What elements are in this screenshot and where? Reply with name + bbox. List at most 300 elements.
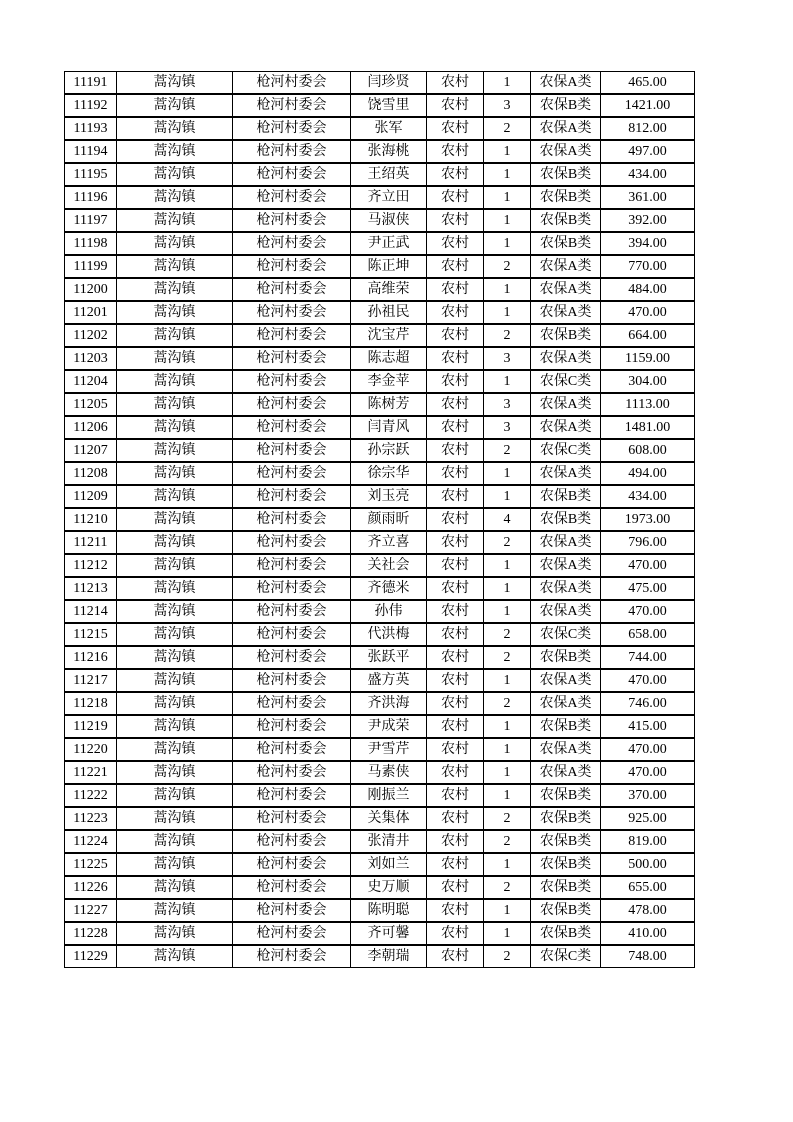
cell-id: 11196 (65, 187, 117, 208)
cell-village: 枪河村委会 (233, 946, 351, 967)
cell-category: 农保A类 (531, 463, 601, 484)
cell-count: 2 (484, 118, 531, 139)
cell-id: 11228 (65, 923, 117, 944)
cell-residence: 农村 (427, 463, 484, 484)
cell-id: 11212 (65, 555, 117, 576)
cell-category: 农保B类 (531, 509, 601, 530)
cell-residence: 农村 (427, 946, 484, 967)
cell-village: 枪河村委会 (233, 578, 351, 599)
cell-count: 2 (484, 946, 531, 967)
cell-residence: 农村 (427, 647, 484, 668)
cell-count: 1 (484, 371, 531, 392)
cell-amount: 361.00 (628, 189, 667, 205)
cell-town: 蒿沟镇 (117, 785, 233, 806)
table-row (64, 554, 695, 577)
cell-amount: 415.00 (628, 718, 667, 734)
cell-amount: 1113.00 (625, 396, 670, 412)
cell-town: 蒿沟镇 (117, 348, 233, 369)
table-row (64, 692, 695, 715)
table-row (64, 508, 695, 531)
cell-residence: 农村 (427, 808, 484, 829)
table-row (64, 439, 695, 462)
cell-id: 11199 (65, 256, 117, 277)
cell-id: 11219 (65, 716, 117, 737)
cell-residence: 农村 (427, 762, 484, 783)
insurance-roster-table (64, 71, 695, 968)
cell-town: 蒿沟镇 (117, 923, 233, 944)
cell-village: 枪河村委会 (233, 95, 351, 116)
cell-town: 蒿沟镇 (117, 118, 233, 139)
cell-count: 1 (484, 670, 531, 691)
cell-amount: 1973.00 (624, 511, 671, 527)
cell-amount: 465.00 (628, 74, 667, 90)
cell-village: 枪河村委会 (233, 210, 351, 231)
cell-residence: 农村 (427, 923, 484, 944)
cell-town: 蒿沟镇 (117, 946, 233, 967)
cell-amount: 470.00 (628, 741, 667, 757)
cell-village: 枪河村委会 (233, 739, 351, 760)
table-row (64, 186, 695, 209)
cell-amount: 925.00 (628, 810, 667, 826)
cell-id: 11195 (65, 164, 117, 185)
cell-count: 2 (484, 256, 531, 277)
cell-category: 农保A类 (531, 532, 601, 553)
cell-id: 11213 (65, 578, 117, 599)
cell-count: 3 (484, 394, 531, 415)
cell-town: 蒿沟镇 (117, 716, 233, 737)
cell-count: 1 (484, 601, 531, 622)
cell-id: 11192 (65, 95, 117, 116)
cell-residence: 农村 (427, 417, 484, 438)
table-row (64, 876, 695, 899)
cell-count: 1 (484, 210, 531, 231)
cell-residence: 农村 (427, 532, 484, 553)
cell-name: 关社会 (351, 555, 427, 576)
cell-category: 农保B类 (531, 325, 601, 346)
cell-category: 农保A类 (531, 762, 601, 783)
cell-count: 3 (484, 348, 531, 369)
cell-village: 枪河村委会 (233, 693, 351, 714)
table-row (64, 117, 695, 140)
cell-category: 农保C类 (531, 371, 601, 392)
cell-category: 农保B类 (531, 486, 601, 507)
cell-village: 枪河村委会 (233, 624, 351, 645)
cell-town: 蒿沟镇 (117, 647, 233, 668)
cell-name: 张清井 (351, 831, 427, 852)
cell-town: 蒿沟镇 (117, 72, 233, 93)
cell-name: 尹正武 (351, 233, 427, 254)
cell-residence: 农村 (427, 854, 484, 875)
table-row (64, 761, 695, 784)
cell-category: 农保B类 (531, 716, 601, 737)
cell-name: 马淑侠 (351, 210, 427, 231)
cell-village: 枪河村委会 (233, 486, 351, 507)
cell-name: 陈志超 (351, 348, 427, 369)
cell-amount: 812.00 (628, 120, 667, 136)
cell-amount: 434.00 (628, 166, 667, 182)
cell-village: 枪河村委会 (233, 348, 351, 369)
cell-amount: 434.00 (628, 488, 667, 504)
cell-name: 关集体 (351, 808, 427, 829)
table-row (64, 393, 695, 416)
cell-id: 11214 (65, 601, 117, 622)
cell-residence: 农村 (427, 72, 484, 93)
cell-name: 张军 (351, 118, 427, 139)
cell-count: 2 (484, 647, 531, 668)
cell-count: 2 (484, 325, 531, 346)
cell-name: 孙祖民 (351, 302, 427, 323)
cell-name: 齐洪海 (351, 693, 427, 714)
cell-town: 蒿沟镇 (117, 325, 233, 346)
cell-count: 2 (484, 624, 531, 645)
table-row (64, 163, 695, 186)
cell-village: 枪河村委会 (233, 601, 351, 622)
cell-category: 农保A类 (531, 739, 601, 760)
cell-count: 1 (484, 854, 531, 875)
cell-town: 蒿沟镇 (117, 440, 233, 461)
cell-residence: 农村 (427, 877, 484, 898)
table-row (64, 416, 695, 439)
cell-id: 11198 (65, 233, 117, 254)
table-row (64, 577, 695, 600)
cell-residence: 农村 (427, 141, 484, 162)
cell-name: 饶雪里 (351, 95, 427, 116)
cell-amount: 608.00 (628, 442, 667, 458)
cell-residence: 农村 (427, 486, 484, 507)
cell-town: 蒿沟镇 (117, 95, 233, 116)
cell-count: 1 (484, 486, 531, 507)
cell-town: 蒿沟镇 (117, 302, 233, 323)
cell-amount: 470.00 (628, 603, 667, 619)
cell-name: 闫珍贤 (351, 72, 427, 93)
cell-id: 11193 (65, 118, 117, 139)
cell-village: 枪河村委会 (233, 417, 351, 438)
cell-category: 农保A类 (531, 118, 601, 139)
cell-name: 沈宝芹 (351, 325, 427, 346)
cell-count: 1 (484, 785, 531, 806)
cell-residence: 农村 (427, 164, 484, 185)
cell-id: 11224 (65, 831, 117, 852)
table-row (64, 715, 695, 738)
cell-name: 孙伟 (351, 601, 427, 622)
cell-amount: 470.00 (628, 304, 667, 320)
cell-amount: 410.00 (628, 925, 667, 941)
table-row (64, 301, 695, 324)
cell-name: 马素侠 (351, 762, 427, 783)
cell-name: 刘如兰 (351, 854, 427, 875)
cell-village: 枪河村委会 (233, 371, 351, 392)
table-row (64, 807, 695, 830)
cell-category: 农保B类 (531, 808, 601, 829)
table-row (64, 347, 695, 370)
cell-town: 蒿沟镇 (117, 187, 233, 208)
cell-amount: 655.00 (628, 879, 667, 895)
cell-town: 蒿沟镇 (117, 463, 233, 484)
cell-amount: 796.00 (628, 534, 667, 550)
cell-name: 齐可馨 (351, 923, 427, 944)
table-row (64, 945, 695, 968)
cell-amount: 475.00 (628, 580, 667, 596)
cell-id: 11207 (65, 440, 117, 461)
cell-village: 枪河村委会 (233, 187, 351, 208)
cell-residence: 农村 (427, 739, 484, 760)
cell-village: 枪河村委会 (233, 463, 351, 484)
cell-count: 1 (484, 187, 531, 208)
cell-id: 11201 (65, 302, 117, 323)
cell-category: 农保C类 (531, 624, 601, 645)
cell-count: 2 (484, 808, 531, 829)
cell-town: 蒿沟镇 (117, 808, 233, 829)
cell-name: 齐立田 (351, 187, 427, 208)
cell-count: 1 (484, 463, 531, 484)
cell-town: 蒿沟镇 (117, 693, 233, 714)
cell-name: 刚振兰 (351, 785, 427, 806)
cell-id: 11209 (65, 486, 117, 507)
table-row (64, 623, 695, 646)
cell-town: 蒿沟镇 (117, 164, 233, 185)
cell-id: 11222 (65, 785, 117, 806)
cell-residence: 农村 (427, 371, 484, 392)
table-row (64, 140, 695, 163)
cell-village: 枪河村委会 (233, 394, 351, 415)
cell-town: 蒿沟镇 (117, 210, 233, 231)
cell-name: 尹成荣 (351, 716, 427, 737)
cell-id: 11203 (65, 348, 117, 369)
cell-count: 2 (484, 440, 531, 461)
cell-village: 枪河村委会 (233, 302, 351, 323)
cell-town: 蒿沟镇 (117, 900, 233, 921)
cell-name: 陈正坤 (351, 256, 427, 277)
cell-residence: 农村 (427, 440, 484, 461)
cell-amount: 819.00 (628, 833, 667, 849)
cell-town: 蒿沟镇 (117, 279, 233, 300)
cell-residence: 农村 (427, 693, 484, 714)
cell-town: 蒿沟镇 (117, 601, 233, 622)
cell-id: 11223 (65, 808, 117, 829)
cell-town: 蒿沟镇 (117, 578, 233, 599)
table-row (64, 255, 695, 278)
cell-residence: 农村 (427, 785, 484, 806)
cell-id: 11220 (65, 739, 117, 760)
cell-village: 枪河村委会 (233, 900, 351, 921)
cell-count: 3 (484, 95, 531, 116)
table-row (64, 462, 695, 485)
cell-amount: 500.00 (628, 856, 667, 872)
cell-amount: 770.00 (628, 258, 667, 274)
cell-residence: 农村 (427, 670, 484, 691)
cell-count: 2 (484, 532, 531, 553)
cell-residence: 农村 (427, 555, 484, 576)
cell-village: 枪河村委会 (233, 256, 351, 277)
cell-category: 农保A类 (531, 302, 601, 323)
table-row (64, 669, 695, 692)
cell-category: 农保B类 (531, 187, 601, 208)
cell-town: 蒿沟镇 (117, 555, 233, 576)
cell-id: 11229 (65, 946, 117, 967)
table-row (64, 278, 695, 301)
cell-id: 11221 (65, 762, 117, 783)
cell-id: 11226 (65, 877, 117, 898)
cell-id: 11217 (65, 670, 117, 691)
cell-name: 李金苹 (351, 371, 427, 392)
cell-name: 孙宗跃 (351, 440, 427, 461)
cell-count: 1 (484, 141, 531, 162)
cell-town: 蒿沟镇 (117, 417, 233, 438)
cell-residence: 农村 (427, 348, 484, 369)
cell-amount: 392.00 (628, 212, 667, 228)
cell-name: 张跃平 (351, 647, 427, 668)
cell-count: 1 (484, 739, 531, 760)
table-row (64, 646, 695, 669)
table-row (64, 899, 695, 922)
cell-id: 11191 (65, 72, 117, 93)
cell-name: 尹雪芹 (351, 739, 427, 760)
cell-category: 农保A类 (531, 601, 601, 622)
table-row (64, 531, 695, 554)
cell-id: 11210 (65, 509, 117, 530)
cell-name: 徐宗华 (351, 463, 427, 484)
cell-count: 1 (484, 233, 531, 254)
cell-category: 农保A类 (531, 279, 601, 300)
cell-amount: 744.00 (628, 649, 667, 665)
cell-id: 11197 (65, 210, 117, 231)
cell-id: 11225 (65, 854, 117, 875)
cell-id: 11218 (65, 693, 117, 714)
cell-village: 枪河村委会 (233, 164, 351, 185)
cell-category: 农保B类 (531, 854, 601, 875)
table-row (64, 71, 695, 94)
cell-name: 盛方英 (351, 670, 427, 691)
cell-amount: 658.00 (628, 626, 667, 642)
cell-town: 蒿沟镇 (117, 233, 233, 254)
cell-village: 枪河村委会 (233, 877, 351, 898)
cell-village: 枪河村委会 (233, 808, 351, 829)
table-row (64, 830, 695, 853)
cell-amount: 497.00 (628, 143, 667, 159)
cell-name: 齐德米 (351, 578, 427, 599)
cell-amount: 394.00 (628, 235, 667, 251)
cell-village: 枪河村委会 (233, 325, 351, 346)
cell-name: 张海桃 (351, 141, 427, 162)
cell-amount: 494.00 (628, 465, 667, 481)
cell-town: 蒿沟镇 (117, 854, 233, 875)
cell-count: 2 (484, 831, 531, 852)
cell-village: 枪河村委会 (233, 555, 351, 576)
cell-town: 蒿沟镇 (117, 624, 233, 645)
cell-name: 陈明聪 (351, 900, 427, 921)
cell-village: 枪河村委会 (233, 923, 351, 944)
cell-village: 枪河村委会 (233, 647, 351, 668)
cell-village: 枪河村委会 (233, 279, 351, 300)
cell-category: 农保B类 (531, 900, 601, 921)
cell-residence: 农村 (427, 325, 484, 346)
cell-category: 农保B类 (531, 210, 601, 231)
cell-category: 农保B类 (531, 647, 601, 668)
cell-name: 陈树芳 (351, 394, 427, 415)
cell-category: 农保A类 (531, 670, 601, 691)
cell-category: 农保C类 (531, 946, 601, 967)
table-row (64, 324, 695, 347)
cell-id: 11215 (65, 624, 117, 645)
cell-residence: 农村 (427, 233, 484, 254)
cell-name: 颜雨昕 (351, 509, 427, 530)
cell-town: 蒿沟镇 (117, 256, 233, 277)
cell-amount: 470.00 (628, 764, 667, 780)
cell-residence: 农村 (427, 624, 484, 645)
cell-category: 农保B类 (531, 95, 601, 116)
cell-town: 蒿沟镇 (117, 831, 233, 852)
cell-id: 11211 (65, 532, 117, 553)
cell-count: 1 (484, 164, 531, 185)
cell-residence: 农村 (427, 601, 484, 622)
cell-town: 蒿沟镇 (117, 509, 233, 530)
cell-name: 高维荣 (351, 279, 427, 300)
table-row (64, 922, 695, 945)
cell-name: 李朝瑞 (351, 946, 427, 967)
cell-residence: 农村 (427, 302, 484, 323)
cell-name: 刘玉亮 (351, 486, 427, 507)
cell-village: 枪河村委会 (233, 762, 351, 783)
cell-residence: 农村 (427, 95, 484, 116)
cell-count: 1 (484, 279, 531, 300)
cell-id: 11202 (65, 325, 117, 346)
cell-residence: 农村 (427, 279, 484, 300)
cell-town: 蒿沟镇 (117, 739, 233, 760)
cell-id: 11208 (65, 463, 117, 484)
table-row (64, 209, 695, 232)
cell-count: 1 (484, 72, 531, 93)
cell-count: 2 (484, 877, 531, 898)
cell-town: 蒿沟镇 (117, 371, 233, 392)
cell-amount: 746.00 (628, 695, 667, 711)
cell-category: 农保B类 (531, 877, 601, 898)
cell-village: 枪河村委会 (233, 233, 351, 254)
cell-town: 蒿沟镇 (117, 394, 233, 415)
cell-residence: 农村 (427, 210, 484, 231)
cell-count: 3 (484, 417, 531, 438)
cell-id: 11204 (65, 371, 117, 392)
cell-residence: 农村 (427, 509, 484, 530)
cell-name: 史万顺 (351, 877, 427, 898)
table-row (64, 784, 695, 807)
cell-count: 1 (484, 900, 531, 921)
cell-residence: 农村 (427, 900, 484, 921)
cell-category: 农保A类 (531, 394, 601, 415)
cell-category: 农保A类 (531, 72, 601, 93)
cell-village: 枪河村委会 (233, 716, 351, 737)
cell-count: 1 (484, 578, 531, 599)
cell-village: 枪河村委会 (233, 831, 351, 852)
cell-amount: 484.00 (628, 281, 667, 297)
cell-amount: 664.00 (628, 327, 667, 343)
cell-town: 蒿沟镇 (117, 532, 233, 553)
cell-count: 1 (484, 762, 531, 783)
cell-count: 2 (484, 693, 531, 714)
cell-count: 1 (484, 302, 531, 323)
cell-count: 4 (484, 509, 531, 530)
cell-residence: 农村 (427, 831, 484, 852)
cell-category: 农保B类 (531, 923, 601, 944)
cell-village: 枪河村委会 (233, 72, 351, 93)
cell-category: 农保A类 (531, 578, 601, 599)
table-row (64, 370, 695, 393)
cell-category: 农保A类 (531, 693, 601, 714)
cell-amount: 748.00 (628, 948, 667, 964)
cell-category: 农保B类 (531, 785, 601, 806)
cell-village: 枪河村委会 (233, 118, 351, 139)
cell-town: 蒿沟镇 (117, 486, 233, 507)
cell-village: 枪河村委会 (233, 440, 351, 461)
